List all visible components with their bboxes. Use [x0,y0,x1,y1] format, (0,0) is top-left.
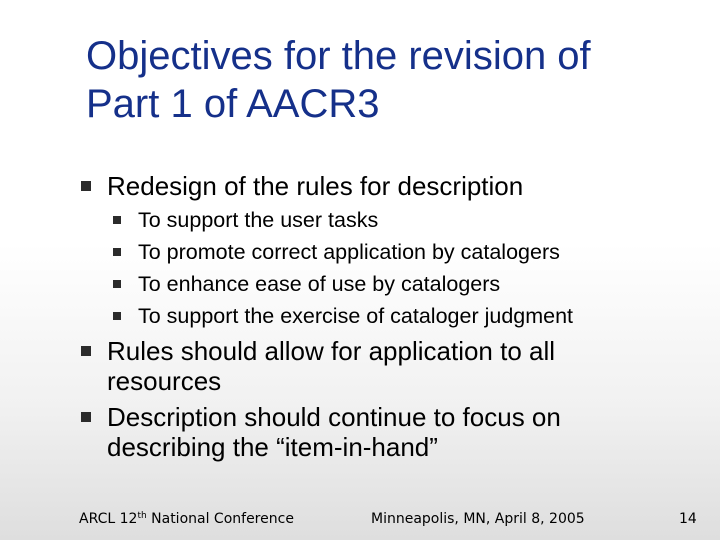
sub-bullet-text: To promote correct application by catalogers [138,240,560,264]
sub-bullet-text: To support the exercise of cataloger judgment [138,304,574,328]
title-line-1: Objectives for the revision of [86,34,591,78]
bullet-text [107,402,677,462]
page-number: 14 [679,511,697,527]
square-bullet-icon [113,216,121,224]
bullet-text-line-2: resources [107,366,222,396]
footer-conference-prefix: ARCL 12 [79,511,138,527]
footer-conference-superscript: th [137,511,147,521]
footer-conference-suffix: National Conference [146,511,294,527]
bullet-text [107,336,677,396]
footer-conference [79,510,294,528]
sub-bullet-text: To enhance ease of use by catalogers [138,272,501,296]
square-bullet-icon [81,412,91,422]
sub-bullet-text: To support the user tasks [138,208,379,232]
bullet-text-line-1: Description should continue to focus on [107,402,561,432]
bullet-text-line-2: describing the “item-in-hand” [107,432,438,462]
bullet-text: Redesign of the rules for description [107,171,524,201]
square-bullet-icon [113,280,121,288]
square-bullet-icon [113,312,121,320]
bullet-text-line-1: Rules should allow for application to all [107,336,556,366]
square-bullet-icon [113,248,121,256]
square-bullet-icon [81,181,91,191]
square-bullet-icon [81,346,91,356]
footer-location-date: Minneapolis, MN, April 8, 2005 [371,511,585,527]
title-line-2: Part 1 of AACR3 [86,82,380,126]
